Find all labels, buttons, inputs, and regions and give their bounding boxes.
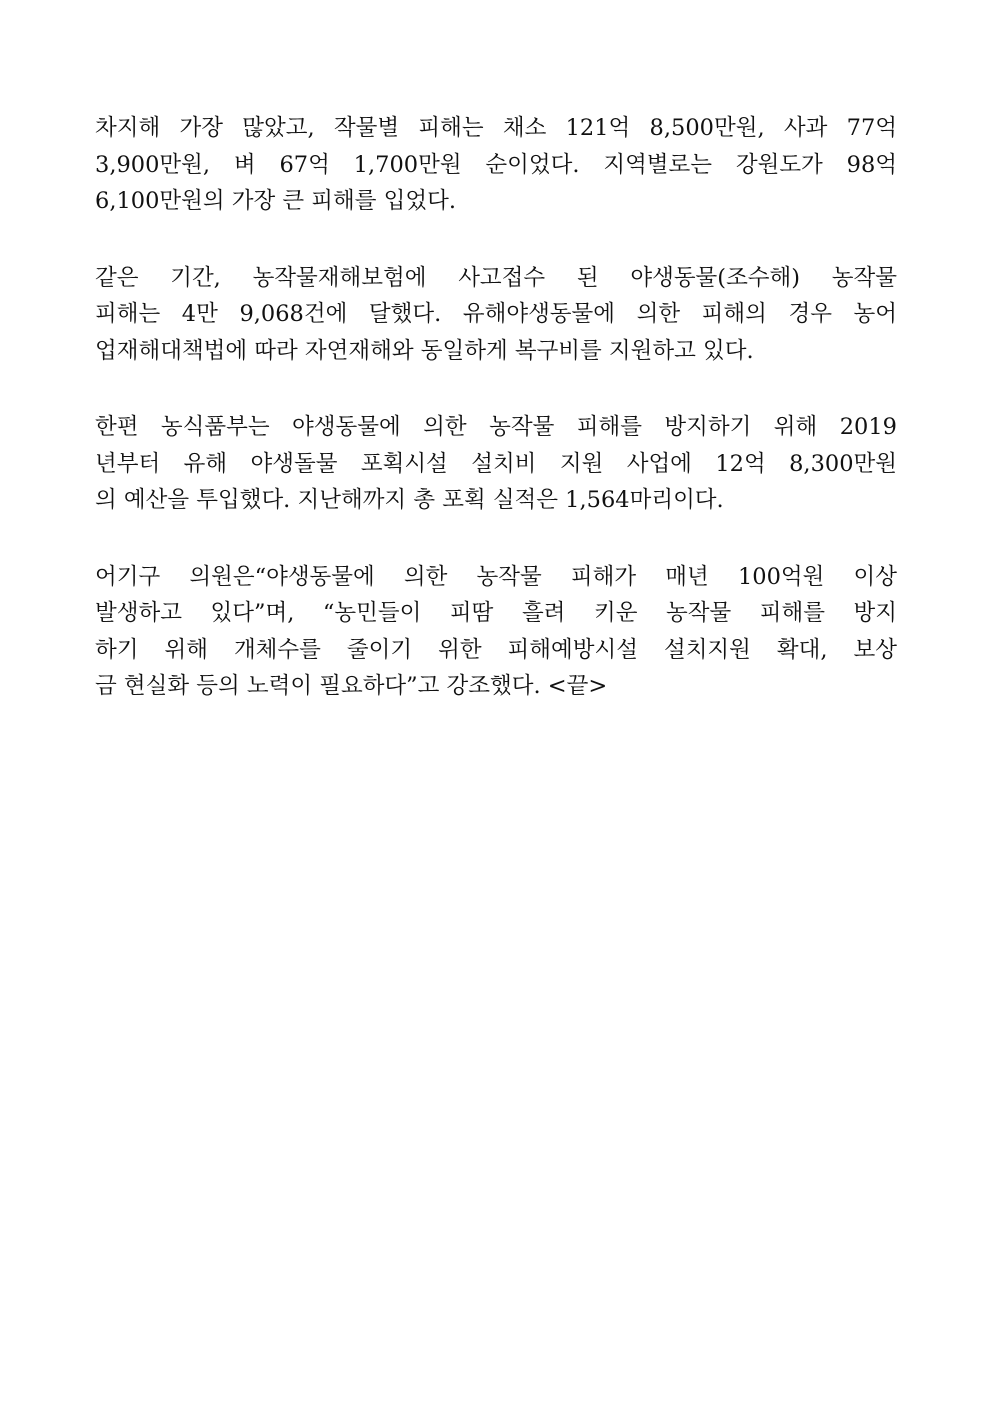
- paragraph-damage-summary: [95, 110, 897, 220]
- text-line: 피해는 4만 9,068건에 달했다. 유해야생동물에 의한 피해의 경우 농어: [95, 301, 897, 327]
- paragraph-lawmaker-quote: [95, 559, 897, 705]
- text-line: 한편 농식품부는 야생동물에 의한 농작물 피해를 방지하기 위해 2019: [95, 414, 897, 440]
- text-line: 6,100만원의 가장 큰 피해를 입었다.: [95, 188, 456, 214]
- document-body: [95, 110, 897, 745]
- text-line: 금 현실화 등의 노력이 필요하다”고 강조했다. <끝>: [95, 673, 608, 699]
- text-line: 3,900만원, 벼 67억 1,700만원 순이었다. 지역별로는 강원도가 98억: [95, 151, 897, 178]
- text-line: 하기 위해 개체수를 줄이기 위한 피해예방시설 설치지원 확대, 보상: [95, 636, 897, 663]
- paragraph-capture-program: [95, 409, 897, 519]
- text-line: 업재해대책법에 따라 자연재해와 동일하게 복구비를 지원하고 있다.: [95, 337, 754, 364]
- text-line: 발생하고 있다”며, “농민들이 피땀 흘려 키운 농작물 피해를 방지: [95, 600, 897, 626]
- text-line: 어기구 의원은“야생동물에 의한 농작물 피해가 매년 100억원 이상: [95, 563, 897, 590]
- text-line: 의 예산을 투입했다. 지난해까지 총 포획 실적은 1,564마리이다.: [95, 487, 724, 513]
- text-line: 년부터 유해 야생돌물 포획시설 설치비 지원 사업에 12억 8,300만원: [95, 450, 897, 477]
- text-line: 차지해 가장 많았고, 작물별 피해는 채소 121억 8,500만원, 사과 77억: [95, 115, 897, 141]
- text-line: 같은 기간, 농작물재해보험에 사고접수 된 야생동물(조수해) 농작물: [95, 264, 897, 291]
- paragraph-insurance-claims: [95, 260, 897, 370]
